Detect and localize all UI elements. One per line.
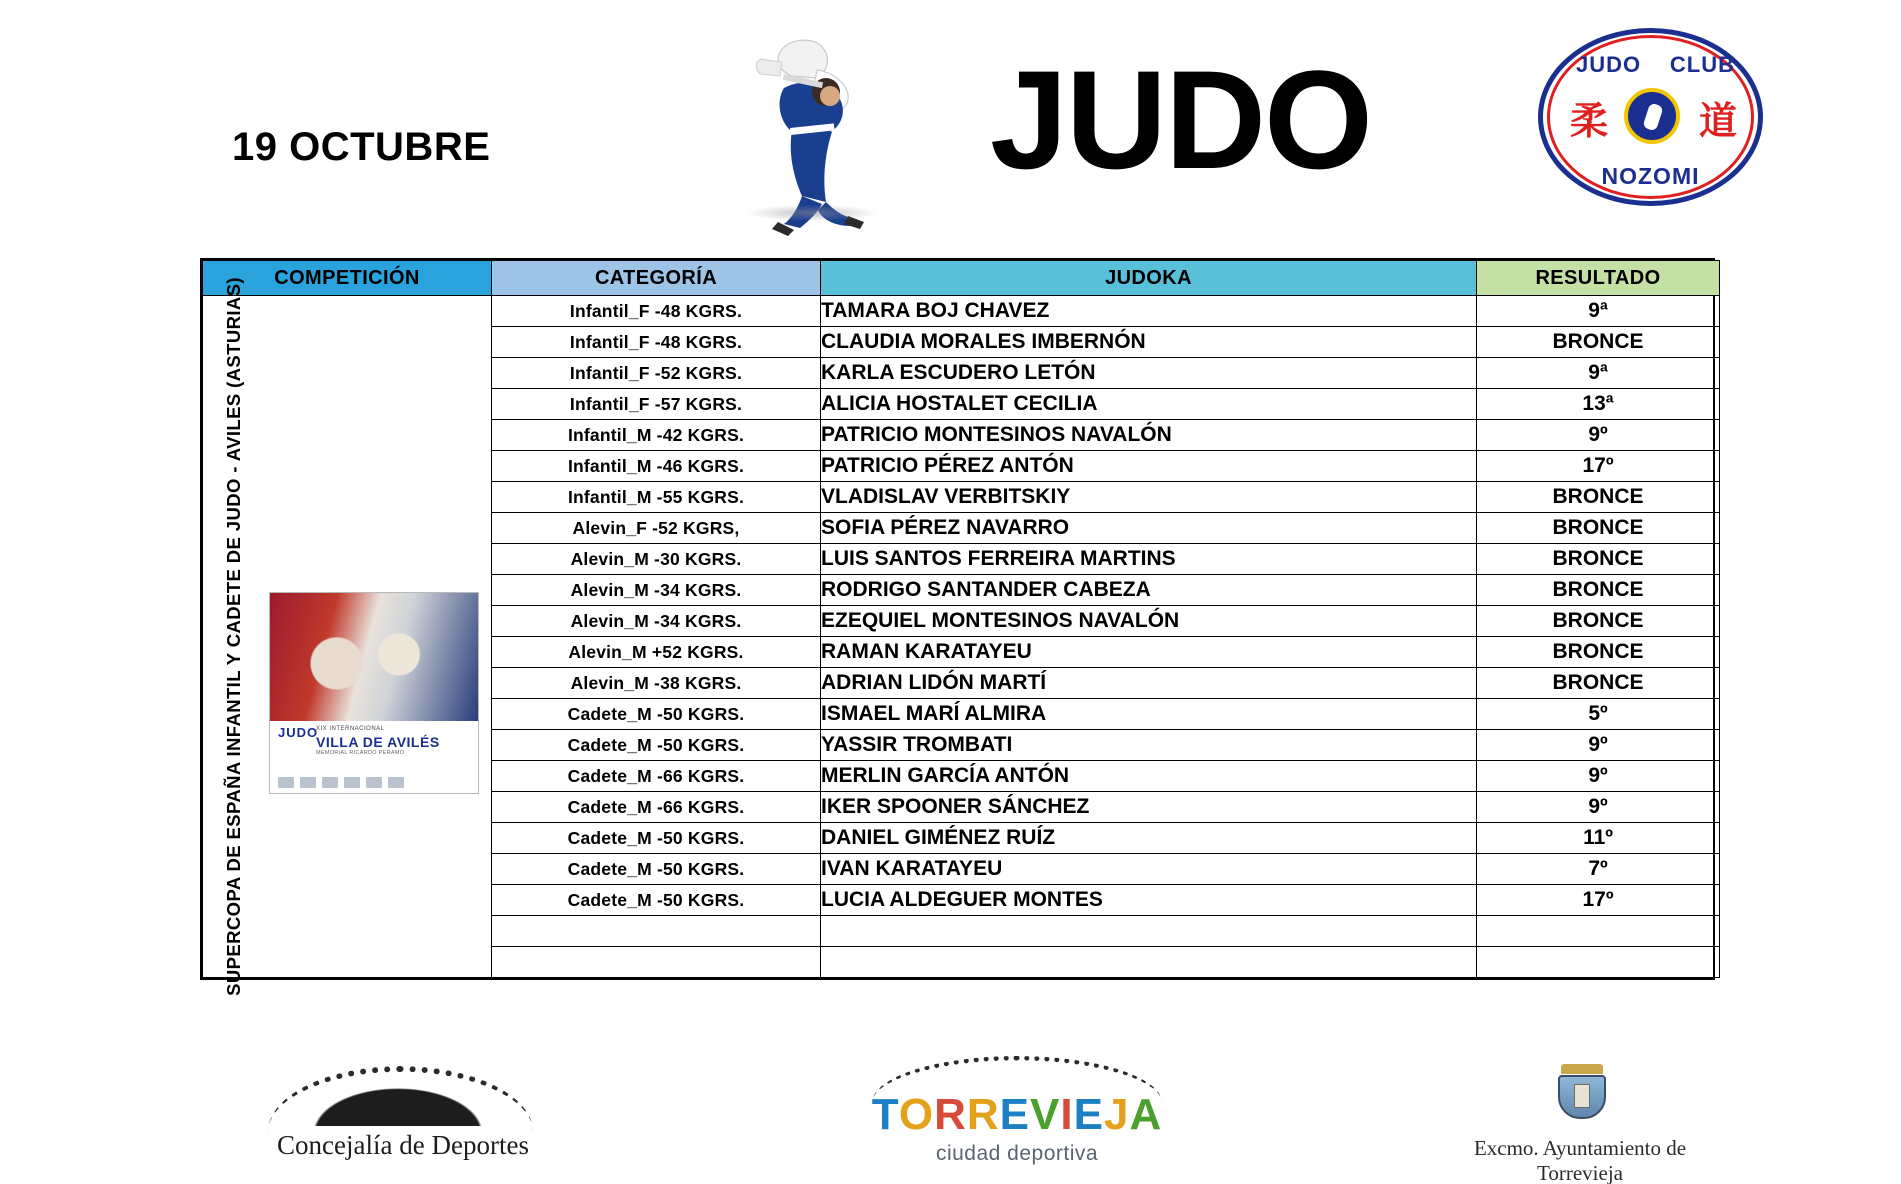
cell-judoka: IVAN KARATAYEU — [821, 854, 1477, 885]
column-header-category: CATEGORÍA — [492, 261, 821, 296]
cell-result: BRONCE — [1477, 513, 1720, 544]
cell-category: Alevin_M -34 KGRS. — [492, 606, 821, 637]
document-footer — [0, 1050, 1901, 1184]
cell-category: Alevin_M -38 KGRS. — [492, 668, 821, 699]
torrevieja-letter: O — [898, 1090, 935, 1139]
torrevieja-letter: I — [1060, 1090, 1074, 1139]
logo-kanji-right: 道 — [1698, 99, 1737, 143]
column-header-result: RESULTADO — [1477, 261, 1720, 296]
torrevieja-letter: J — [1103, 1090, 1130, 1139]
cell-category: Infantil_F -52 KGRS. — [492, 358, 821, 389]
cell-result: 9ª — [1477, 358, 1720, 389]
cell-category: Cadete_M -50 KGRS. — [492, 823, 821, 854]
cell-result: 7º — [1477, 854, 1720, 885]
cell-result: BRONCE — [1477, 482, 1720, 513]
event-poster-image — [269, 592, 479, 794]
cell-result: BRONCE — [1477, 637, 1720, 668]
cell-judoka: RODRIGO SANTANDER CABEZA — [821, 575, 1477, 606]
torrevieja-letter: E — [999, 1090, 1031, 1139]
cell-result: 17º — [1477, 885, 1720, 916]
cell-judoka: PATRICIO PÉREZ ANTÓN — [821, 451, 1477, 482]
poster-edition: XIX INTERNACIONAL — [316, 726, 385, 732]
cell-judoka: PATRICIO MONTESINOS NAVALÓN — [821, 420, 1477, 451]
cell-category: Alevin_M +52 KGRS. — [492, 637, 821, 668]
cell-judoka: LUIS SANTOS FERREIRA MARTINS — [821, 544, 1477, 575]
cell-result: 13ª — [1477, 389, 1720, 420]
cell-judoka: KARLA ESCUDERO LETÓN — [821, 358, 1477, 389]
column-header-competition: COMPETICIÓN — [203, 261, 492, 296]
cell-result — [1477, 947, 1720, 978]
page-title: JUDO — [990, 41, 1371, 198]
torrevieja-ciudad-deportiva-logo — [862, 1056, 1172, 1176]
poster-photo — [270, 593, 478, 721]
concejalia-label: Concejalía de Deportes — [277, 1130, 529, 1160]
competition-name-vertical — [213, 277, 255, 996]
cell-judoka: VLADISLAV VERBITSKIY — [821, 482, 1477, 513]
cell-result: BRONCE — [1477, 327, 1720, 358]
cell-result: 9º — [1477, 420, 1720, 451]
results-table — [202, 260, 1720, 996]
cell-category — [492, 947, 821, 978]
column-header-judoka: JUDOKA — [821, 261, 1477, 296]
cell-judoka — [821, 916, 1477, 947]
document-header — [0, 0, 1901, 248]
cell-judoka: CLAUDIA MORALES IMBERNÓN — [821, 327, 1477, 358]
cell-judoka: ISMAEL MARÍ ALMIRA — [821, 699, 1477, 730]
poster-brand: JUDO — [278, 725, 319, 740]
cell-judoka: SOFIA PÉREZ NAVARRO — [821, 513, 1477, 544]
concejalia-de-deportes-logo — [258, 1060, 548, 1170]
torrevieja-tagline: ciudad deportiva — [935, 1142, 1099, 1165]
cell-result: 9º — [1477, 792, 1720, 823]
torrevieja-letter: E — [1073, 1090, 1104, 1139]
cell-result: BRONCE — [1477, 606, 1720, 637]
cell-result: BRONCE — [1477, 668, 1720, 699]
cell-judoka: MERLIN GARCÍA ANTÓN — [821, 761, 1477, 792]
results-table-container — [200, 258, 1715, 996]
torrevieja-letter: R — [966, 1090, 1000, 1139]
ayuntamiento-torrevieja-logo — [1430, 1056, 1730, 1184]
logo-center-judoka-icon — [1624, 88, 1680, 144]
cell-result: 9º — [1477, 761, 1720, 792]
cell-category: Alevin_M -30 KGRS. — [492, 544, 821, 575]
cell-category: Infantil_M -55 KGRS. — [492, 482, 821, 513]
torrevieja-letter: T — [871, 1090, 899, 1139]
cell-result: 11º — [1477, 823, 1720, 854]
photo-shadow — [747, 205, 877, 221]
cell-category: Infantil_F -48 KGRS. — [492, 296, 821, 327]
cell-category: Alevin_F -52 KGRS, — [492, 513, 821, 544]
table-header-row — [203, 261, 1720, 296]
cell-category: Alevin_M -34 KGRS. — [492, 575, 821, 606]
torrevieja-letter: A — [1129, 1090, 1163, 1139]
poster-title: VILLA DE AVILÉS — [316, 734, 440, 750]
cell-judoka: YASSIR TROMBATI — [821, 730, 1477, 761]
concejalia-arc-fill-icon — [298, 1080, 498, 1126]
cell-result: 9º — [1477, 730, 1720, 761]
cell-category: Infantil_F -48 KGRS. — [492, 327, 821, 358]
cell-judoka: DANIEL GIMÉNEZ RUÍZ — [821, 823, 1477, 854]
logo-word-nozomi: NOZOMI — [1601, 163, 1700, 189]
table-row — [203, 296, 1720, 327]
cell-category — [492, 916, 821, 947]
ayuntamiento-label: Excmo. Ayuntamiento de Torrevieja — [1473, 1136, 1687, 1184]
logo-word-club: CLUB — [1669, 52, 1735, 77]
cell-judoka: ADRIAN LIDÓN MARTÍ — [821, 668, 1477, 699]
competition-name-text: SUPERCOPA DE ESPAÑA INFANTIL Y CADETE DE JUDO - AVILES (ASTURIAS) — [223, 277, 244, 996]
cell-judoka — [821, 947, 1477, 978]
cell-category: Infantil_M -46 KGRS. — [492, 451, 821, 482]
torrevieja-letter: V — [1030, 1090, 1061, 1139]
cell-category: Cadete_M -66 KGRS. — [492, 792, 821, 823]
cell-category: Cadete_M -50 KGRS. — [492, 699, 821, 730]
cell-judoka: EZEQUIEL MONTESINOS NAVALÓN — [821, 606, 1477, 637]
cell-category: Cadete_M -50 KGRS. — [492, 854, 821, 885]
judo-club-nozomi-logo — [1538, 28, 1763, 206]
cell-result: BRONCE — [1477, 544, 1720, 575]
coat-of-arms-icon — [1555, 1064, 1609, 1126]
cell-category: Cadete_M -50 KGRS. — [492, 730, 821, 761]
cell-judoka: RAMAN KARATAYEU — [821, 637, 1477, 668]
cell-result: 17º — [1477, 451, 1720, 482]
cell-result — [1477, 916, 1720, 947]
torrevieja-letter: R — [934, 1090, 967, 1139]
cell-category: Infantil_F -57 KGRS. — [492, 389, 821, 420]
event-date: 19 OCTUBRE — [232, 125, 491, 169]
poster-subtitle: MEMORIAL RICARDO PERAMO — [316, 750, 405, 756]
cell-judoka: TAMARA BOJ CHAVEZ — [821, 296, 1477, 327]
logo-kanji-left: 柔 — [1570, 99, 1609, 143]
cell-result: 5º — [1477, 699, 1720, 730]
cell-result: 9ª — [1477, 296, 1720, 327]
cell-category: Cadete_M -50 KGRS. — [492, 885, 821, 916]
cell-judoka: ALICIA HOSTALET CECILIA — [821, 389, 1477, 420]
cell-judoka: LUCIA ALDEGUER MONTES — [821, 885, 1477, 916]
cell-category: Infantil_M -42 KGRS. — [492, 420, 821, 451]
cell-category: Cadete_M -66 KGRS. — [492, 761, 821, 792]
cell-result: BRONCE — [1477, 575, 1720, 606]
judo-action-photo — [722, 30, 912, 245]
torrevieja-wordmark — [862, 1090, 1172, 1140]
cell-judoka: IKER SPOONER SÁNCHEZ — [821, 792, 1477, 823]
poster-sponsor-strip — [270, 771, 478, 793]
logo-word-judo: JUDO — [1576, 52, 1642, 77]
